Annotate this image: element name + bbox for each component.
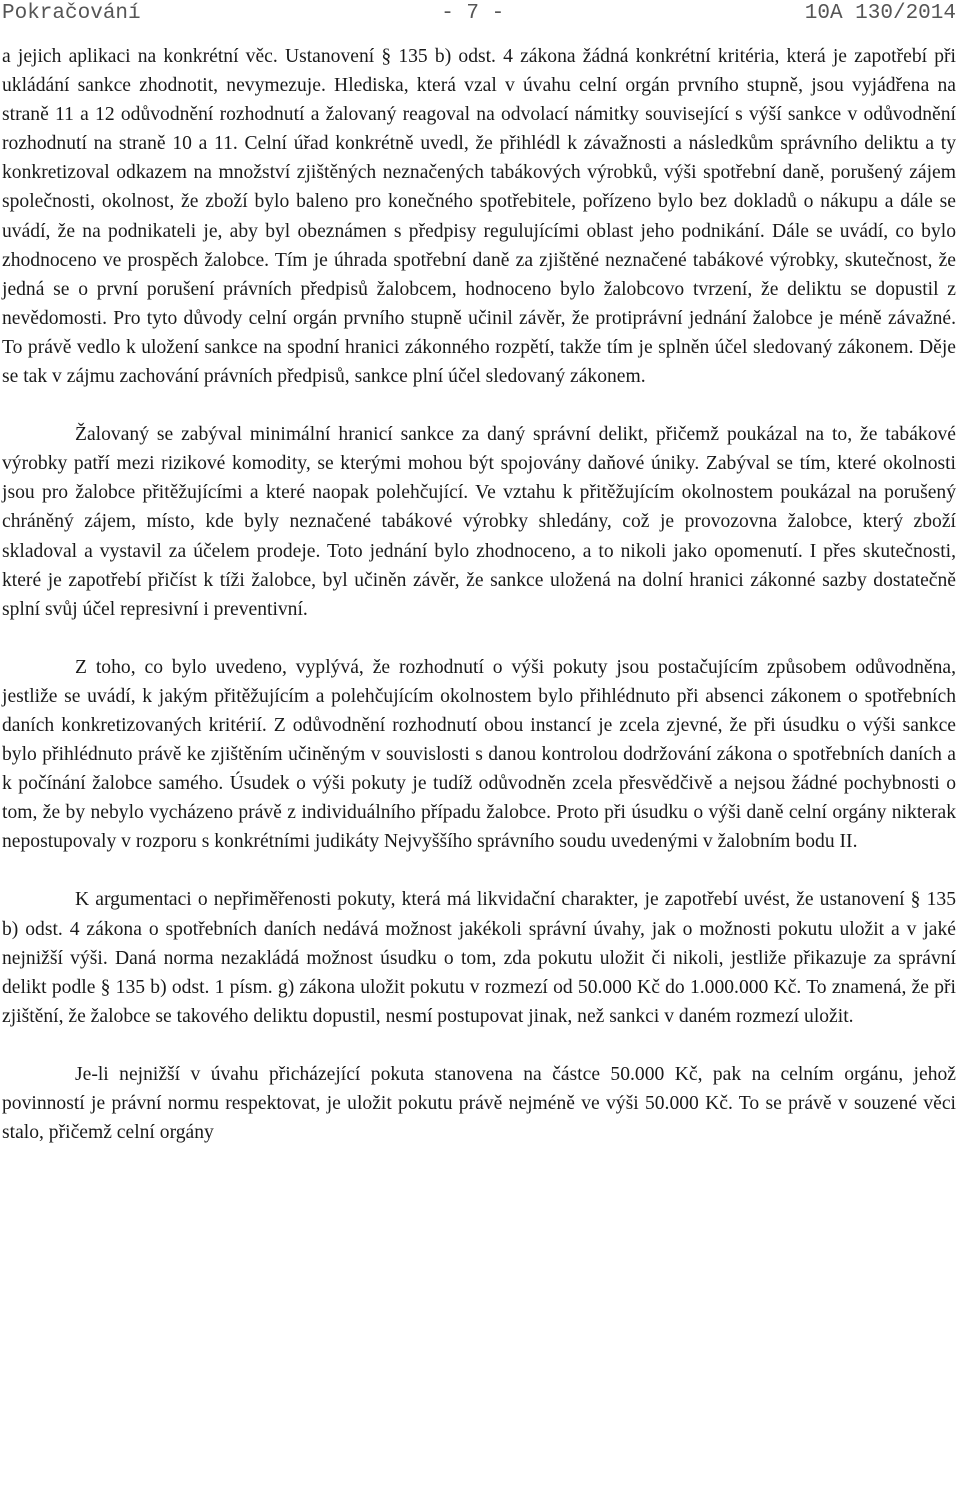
paragraph-5: Je-li nejnižší v úvahu přicházející pokuta stanovena na částce 50.000 Kč, pak na celním orgánu, jehož povinností je právní normu respektovat, je uložit pokutu právě nejméně ve výši 50.000 Kč. To se právě v souzené věci stalo, přičemž celní orgány xyxy=(2,1063,956,1144)
paragraph-4: K argumentaci o nepřiměřenosti pokuty, která má likvidační charakter, je zapotřebí uvést, že ustanovení § 135 b) odst. 4 zákona o spotřebních daních nedává možnost jakékoli správní úvahy, jak o možnosti pokutu uložit a v jaké nejnižší výši. Daná norma nezakládá možnost úsudku o tom, zda pokutu uložit či nikoli, jestliže přikazuje za správní delikt podle § 135 b) odst. 1 písm. g) zákona uložit pokutu v rozmezí od 50.000 Kč do 1.000.000 Kč. To znamená, že při zjištění, že žalobce se takového deliktu dopustil, nesmí postupovat jinak, než sankci v daném rozmezí uložit. xyxy=(2,889,956,1027)
page-header xyxy=(2,0,956,28)
paragraph-gap xyxy=(2,391,956,420)
header-continuation-label: Pokračování xyxy=(2,2,141,25)
paragraph-gap xyxy=(2,1031,956,1060)
document-body xyxy=(2,42,956,1147)
paragraph-2: Žalovaný se zabýval minimální hranicí sankce za daný správní delikt, přičemž poukázal na to, že tabákové výrobky patří mezi rizikové komodity, se kterými mohou být spojovány daňové úniky. Zabýval se tím, které okolnosti jsou pro žalobce přitěžujícími a které naopak polehčující. Ve vztahu k přitěžujícím okolnostem poukázal na porušený chráněný zájem, místo, kde byly neznačené tabákové výrobky shledány, což je provozovna žalobce, který zboží skladoval a vystavil za účelem prodeje. Toto jednání bylo zhodnoceno, a to nikoli jako opomenutí. I přes skutečnosti, které je zapotřebí přičíst k tíži žalobce, byl učiněn závěr, že sankce uložená na dolní hranici zákonné sazby dostatečně splní svůj účel represivní i preventivní. xyxy=(2,424,956,620)
paragraph-3: Z toho, co bylo uvedeno, vyplývá, že rozhodnutí o výši pokuty jsou postačujícím způsobem odůvodněna, jestliže se uvádí, k jakým přitěžujícím a polehčujícím okolnostem bylo přihlédnuto při absenci zákonem o spotřebních daních konkretizovaných kritérií. Z odůvodnění rozhodnutí obou instancí je zcela zjevné, že při úsudku o výši sankce bylo přihlédnuto právě ke zjištěním učiněným v souvislosti s danou kontrolou dodržování zákona o spotřebních daních a k počínání žalobce samého. Úsudek o výši pokuty je tudíž odůvodněn zcela přesvědčivě a nejsou žádné pochybnosti o tom, že by nebylo vycházeno právě z individuálního případu žalobce. Proto při úsudku o výši daně celní orgány nikterak nepostupovaly v rozporu s konkrétními judikáty Nejvyššího správního soudu uvedenými v žalobním bodu II. xyxy=(2,656,956,853)
paragraph-gap xyxy=(2,624,956,653)
paragraph-gap xyxy=(2,856,956,885)
paragraph-1: a jejich aplikaci na konkrétní věc. Ustanovení § 135 b) odst. 4 zákona žádná konkrétní kritéria, která je zapotřebí při ukládání sankce zhodnotit, nevymezuje. Hlediska, která vzal v úvahu celní orgán prvního stupně, jsou vyjádřena na straně 11 a 12 odůvodnění rozhodnutí a žalovaný reagoval na odvolací námitky související s výší sankce v odůvodnění rozhodnutí na straně 10 a 11. Celní úřad konkrétně uvedl, že přihlédl k závažnosti a následkům správního deliktu a ty konkretizoval odkazem na množství zjištěných neznačených tabákových výrobků, výši spotřební daně, porušený zájem společnosti, okolnost, že zboží bylo baleno pro konečného spotřebitele, pořízeno bylo bez dokladů o nákupu a dále se uvádí, že na podnikateli je, aby byl obeznámen s předpisy regulujícími oblast jeho podnikání. Dále se uvádí, co bylo zhodnoceno ve prospěch žalobce. Tím je úhrada spotřební daně za zjištěné neznačené tabákové výrobky, skutečnost, že jedná se o první porušení právních předpisů žalobcem, hodnoceno bylo žalobcovo tvrzení, že deliktu se dopustil z nevědomosti. Pro tyto důvody celní orgán prvního stupně učinil závěr, že protiprávní jednání žalobce je méně závažné. To právě vedlo k uložení sankce na spodní hranici zákonného rozpětí, takže tím je splněn účel sledovaný zákonem. Děje se tak v zájmu zachování právních předpisů, sankce plní účel sledovaný zákonem. xyxy=(2,46,956,388)
header-case-number: 10A 130/2014 xyxy=(804,2,956,25)
header-page-number: - 7 - xyxy=(441,2,505,25)
